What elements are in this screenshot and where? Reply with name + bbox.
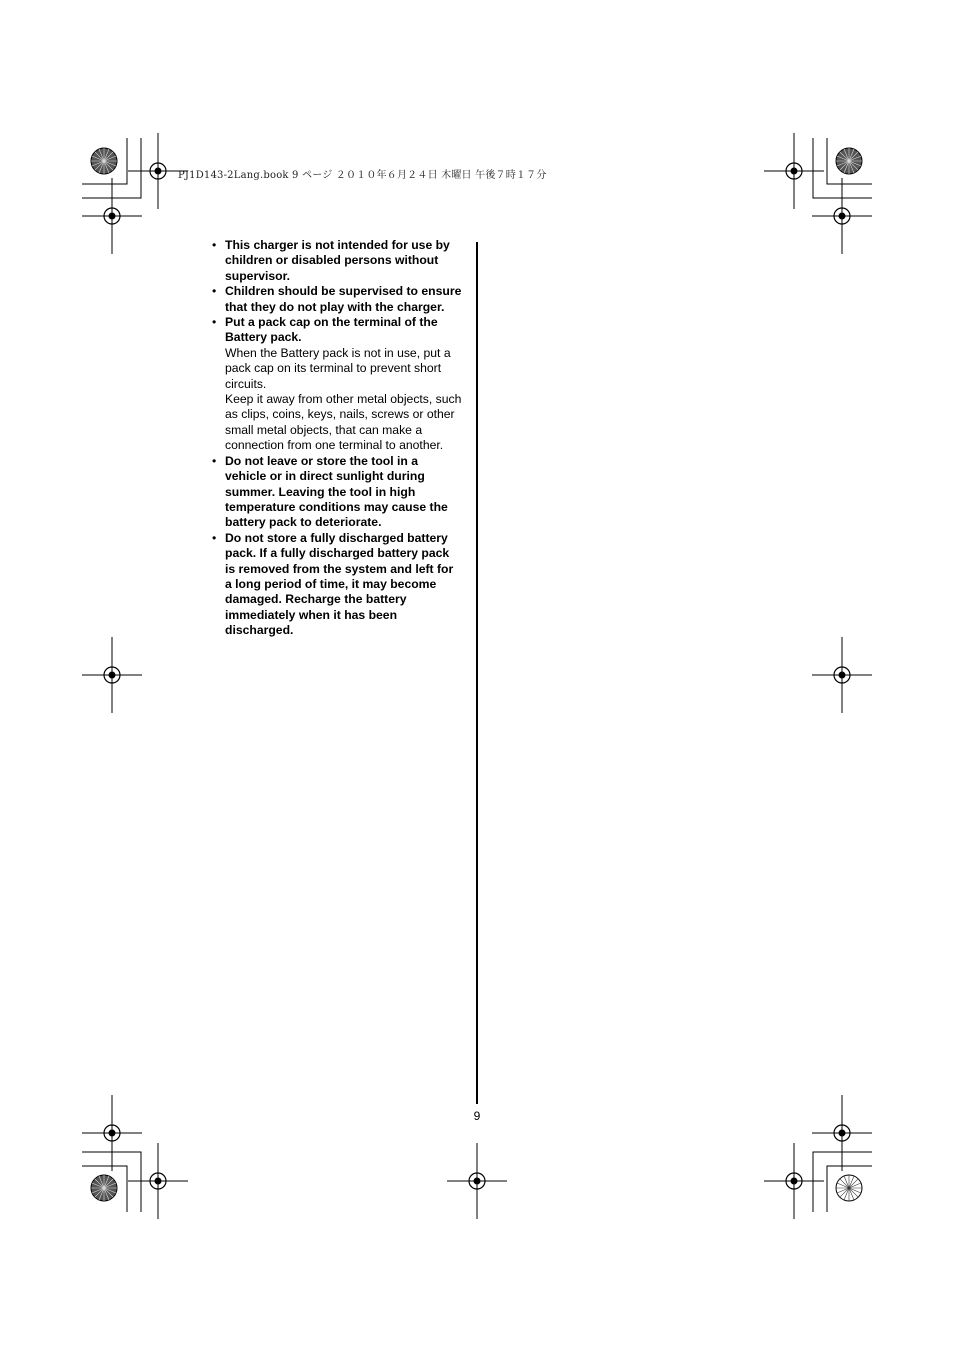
bullet: • (212, 238, 217, 252)
item-normal-text: When the Battery pack is not in use, put a pack cap on its terminal to prevent short circuits. (225, 345, 451, 391)
item-normal-text: Keep it away from other metal objects, such as clips, coins, keys, nails, screws or other small metal objects, that can make a connection from one terminal to another. (225, 392, 462, 453)
bullet: • (212, 453, 217, 468)
print-header: PJ1D143-2Lang.book 9 ページ ２０１０年６月２４日 木曜日 午後７時１７分 (178, 170, 547, 181)
item-bold-text: This charger is not intended for use by children or disabled persons without supervisor. (225, 238, 450, 283)
item-bold-text: Children should be supervised to ensure that they do not play with the charger. (225, 284, 462, 314)
bullet: • (212, 315, 217, 330)
item-bold-text: Put a pack cap on the terminal of the Battery pack. (225, 315, 438, 345)
bullet: • (212, 284, 217, 299)
page-number: 9 (473, 1109, 481, 1123)
item-bold-text: Do not store a fully discharged battery pack. If a fully discharged battery pack is removed from the system and left for a long period of time, it may become damaged. Recharge the battery immediately when it has been discharged. (225, 530, 454, 638)
item-bold-text: Do not leave or store the tool in a vehicle or in direct sunlight during summer. Leaving the tool in high temperature conditions may cause the battery pack to deteriorate. (225, 453, 448, 530)
bullet: • (212, 530, 217, 545)
